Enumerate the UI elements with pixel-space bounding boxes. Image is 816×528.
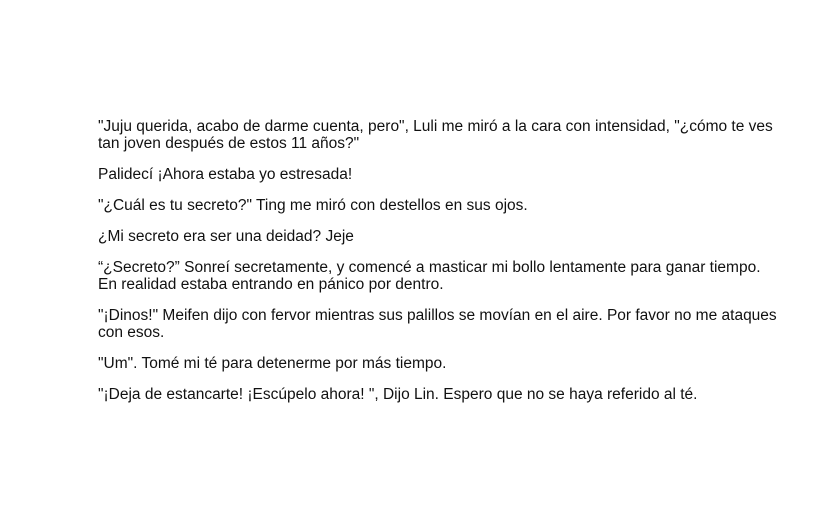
paragraph-6: "¡Dinos!" Meifen dijo con fervor mientras sus palillos se movían en el aire. Por favor no me ataques con esos. — [98, 307, 777, 341]
paragraph-1: "Juju querida, acabo de darme cuenta, pero", Luli me miró a la cara con intensidad, "¿cómo te ves tan joven después de estos 11 años?" — [98, 118, 773, 152]
document-body — [98, 118, 778, 417]
paragraph-5: “¿Secreto?” Sonreí secretamente, y comencé a masticar mi bollo lentamente para ganar tiempo. En realidad estaba entrando en pánico por dentro. — [98, 259, 761, 293]
paragraph-7: "Um". Tomé mi té para detenerme por más tiempo. — [98, 355, 447, 372]
paragraph-4: ¿Mi secreto era ser una deidad? Jeje — [98, 228, 354, 245]
paragraph-8: "¡Deja de estancarte! ¡Escúpelo ahora! ", Dijo Lin. Espero que no se haya referido al té. — [98, 386, 698, 403]
paragraph-2: Palidecí ¡Ahora estaba yo estresada! — [98, 166, 353, 183]
paragraph-3: "¿Cuál es tu secreto?" Ting me miró con destellos en sus ojos. — [98, 197, 528, 214]
